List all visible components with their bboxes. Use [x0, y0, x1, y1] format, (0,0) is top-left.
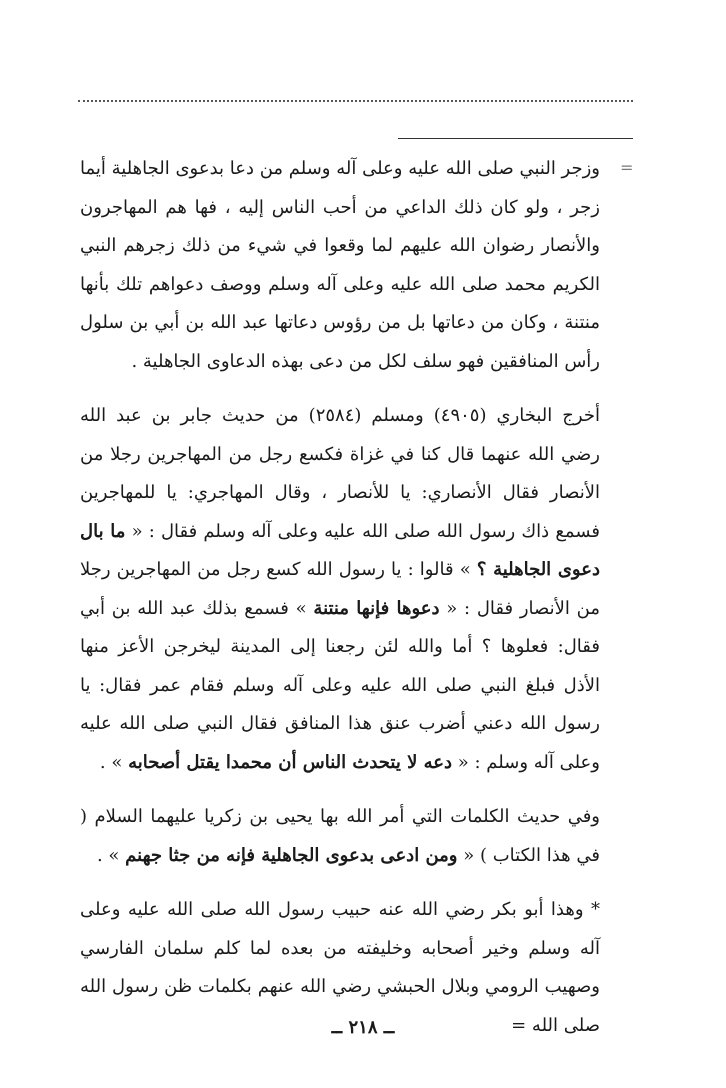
hadith-text: » . [96, 844, 120, 866]
hadith-quote-bold: دعوها فإنها منتنة [313, 597, 440, 619]
hadith-quote-bold: دعه لا يتحدث الناس أن محمدا يقتل أصحابه [128, 751, 453, 773]
paragraph-yahya-hadith [80, 798, 600, 875]
hadith-text: وفي حديث الكلمات التي أمر الله بها يحيى بن زكريا عليهما السلام ( في هذا الكتاب ) « [80, 806, 600, 866]
hadith-text: » قالوا : يا رسول الله كسع رجل من المهاجرين رجلا من الأنصار فقال : « [80, 559, 600, 619]
paragraph-zajr: وزجر النبي صلى الله عليه وعلى آله وسلم من دعا بدعوى الجاهلية أيما زجر ، ولو كان ذلك الداعي من أحب الناس إليه ، فها هم المهاجرون والأنصار رضوان الله عليهم لما وقعوا في شيء من ذلك زجرهم النبي الكريم محمد صلى الله عليه وعلى آله وسلم ووصف دعواهم تلك بأنها منتنة ، وكان من دعاتها بل من رؤوس دعاتها عبد الله بن أبي بن سلول رأس المنافقين فهو سلف لكل من دعى بهذه الدعاوى الجاهلية . [79, 158, 600, 372]
paragraph-bukhari-hadith [80, 397, 600, 782]
hadith-text: » فسمع بذلك عبد الله بن أبي فقال: فعلوها ؟ أما والله لئن رجعنا إلى المدينة ليخرجن الأعز منها الأذل فبلغ النبي صلى الله عليه وعلى آله وسلم فقام عمر فقال: يا رسول الله دعني أضرب عنق هذا المنافق فقال النبي صلى الله عليه وعلى آله وسلم : « [80, 597, 600, 773]
footnote-body [80, 150, 600, 1061]
continuation-mark: = [620, 158, 634, 177]
hadith-text: أخرج البخاري (٤٩٠٥) ومسلم (٢٥٨٤) من حديث جابر بن عبد الله رضي الله عنهما قال كنا في غزاة فكسع رجل من المهاجرين رجلا من الأنصار فقال الأنصاري: يا للأنصار ، وقال المهاجري: يا للمهاجرين فسمع ذاك رسول الله صلى الله عليه وعلى آله وسلم فقال : « [80, 405, 600, 542]
footnote-separator-line [398, 138, 633, 139]
hadith-text: » . [99, 751, 123, 773]
hadith-quote-bold: ما بال دعوى الجاهلية ؟ [80, 520, 600, 580]
dotted-separator [78, 100, 633, 102]
page-number: ــ ٢١٨ ــ [331, 1017, 395, 1038]
paragraph-abu-bakr: * وهذا أبو بكر رضي الله عنه حبيب رسول الله صلى الله عليه وعلى آله وسلم وخير أصحابه وخليفته من بعده لما كلم سلمان الفارسي وصهيب الرومي وبلال الحبشي رضي الله عنهم بكلمات ظن رسول الله صلى الله = [80, 899, 600, 1036]
hadith-quote-bold: ومن ادعى بدعوى الجاهلية فإنه من جثا جهنم [125, 844, 458, 866]
